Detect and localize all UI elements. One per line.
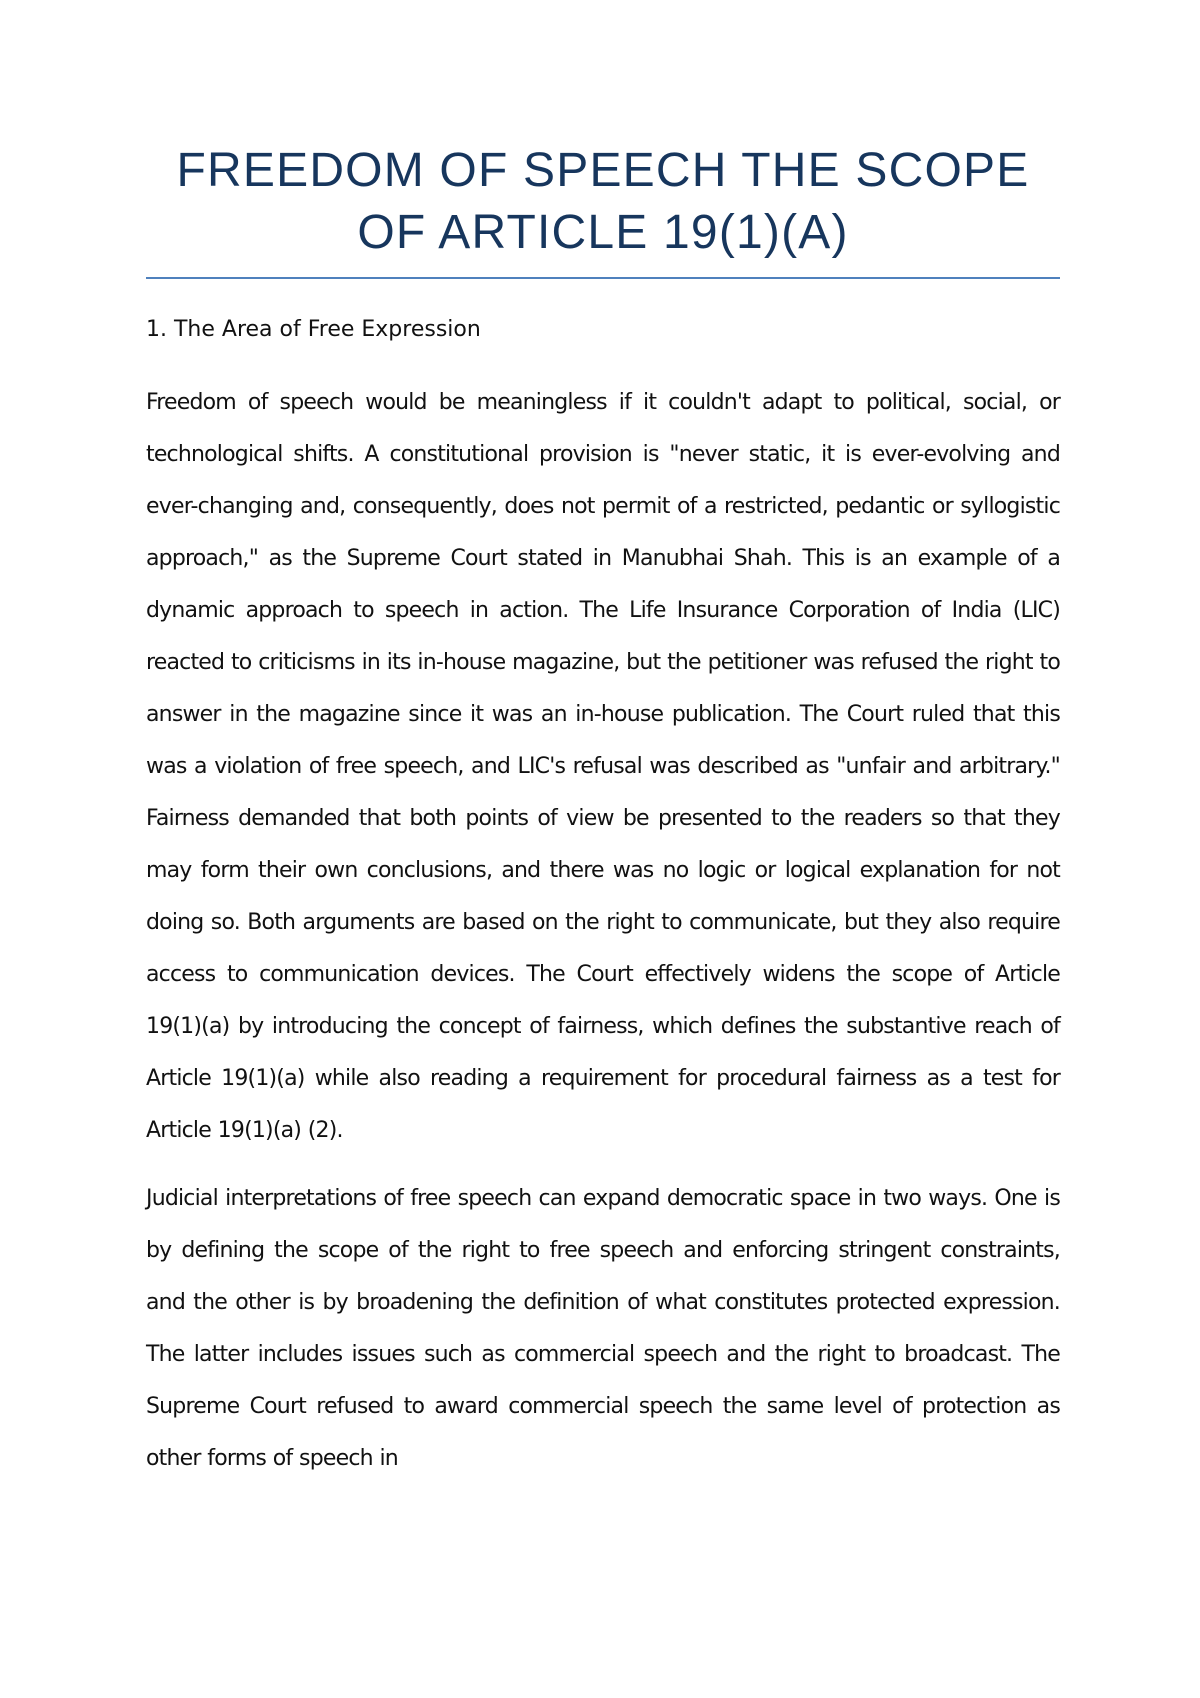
title-underline-rule: [146, 277, 1060, 279]
paragraph-1: Freedom of speech would be meaningless if it couldn't adapt to political, social, or technological shifts. A constitutional provision is "never static, it is ever-evolving and ever-changing and, consequently, does not permit of a restricted, pedantic or syllogistic approach," as the Supreme Court stated in Manubhai Shah. This is an example of a dynamic approach to speech in action. The Life Insurance Corporation of India (LIC) reacted to criticisms in its in-house magazine, but the petitioner was refused the right to answer in the magazine since it was an in-house publication. The Court ruled that this was a violation of free speech, and LIC's refusal was described as "unfair and arbitrary." Fairness demanded that both points of view be presented to the readers so that they may form their own conclusions, and there was no logic or logical explanation for not doing so. Both arguments are based on the right to communicate, but they also require access to communication devices. The Court effectively widens the scope of Article 19(1)(a) by introducing the concept of fairness, which defines the substantive reach of Article 19(1)(a) while also reading a requirement for procedural fairness as a test for Article 19(1)(a) (2).: [146, 390, 1060, 1143]
title-line-2: OF ARTICLE 19(1)(A): [357, 206, 849, 259]
page-content: [146, 140, 1060, 1485]
document-title: [146, 140, 1060, 264]
section-heading: 1. The Area of Free Expression: [146, 317, 481, 342]
paragraph-2: Judicial interpretations of free speech can expand democratic space in two ways. One is by defining the scope of the right to free speech and enforcing stringent constraints, and the other is by broadening the definition of what constitutes protected expression. The latter includes issues such as commercial speech and the right to broadcast. The Supreme Court refused to award commercial speech the same level of protection as other forms of speech in: [146, 1186, 1060, 1471]
title-line-1: FREEDOM OF SPEECH THE SCOPE: [176, 144, 1030, 197]
